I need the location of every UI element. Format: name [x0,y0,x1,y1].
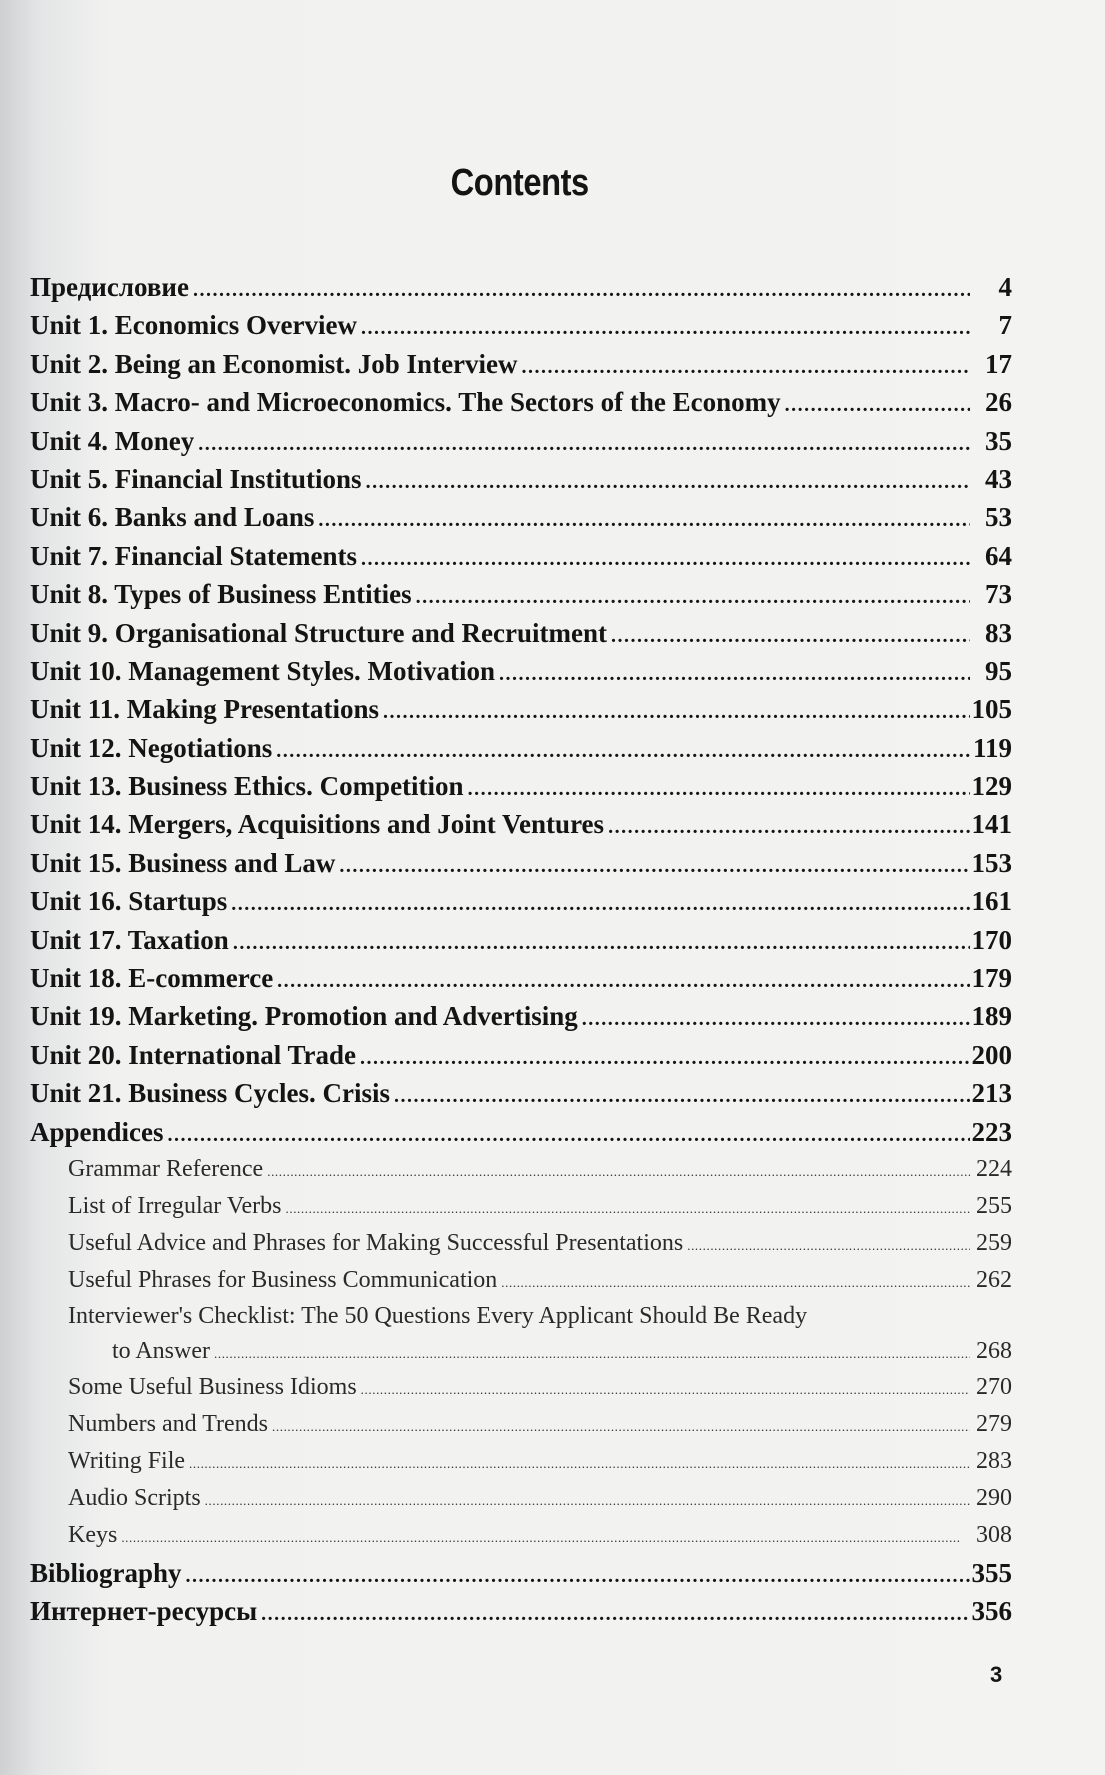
toc-subentry-presentations [30,1225,1012,1262]
toc-entry-label: Unit 20. International Trade [30,1039,357,1070]
toc-entry-page: 95 [985,655,1012,686]
toc-entry-page: 189 [971,1001,1012,1032]
toc-entry-label: Unit 1. Economics Overview [30,310,357,341]
toc-entry-label: Unit 9. Organisational Structure and Recruitment [30,617,607,648]
toc-entry-label: Unit 21. Business Cycles. Crisis [30,1078,391,1109]
toc-entry-label: Unit 8. Types of Business Entities [30,579,412,610]
toc-entry-bibliography [30,1554,1012,1592]
toc-entry-unit-17 [30,921,1012,959]
dot-leader [233,924,970,962]
toc-entry-label: Unit 3. Macro- and Microeconomics. The Sectors of the Economy [30,387,781,418]
toc-subentry-page: 224 [976,1155,1012,1182]
toc-entry-page: 17 [985,348,1012,379]
toc-entry-label: Unit 12. Negotiations [30,732,273,763]
toc-subentry-page: 279 [976,1410,1012,1437]
dot-leader [468,770,970,808]
dot-leader [261,1595,969,1633]
toc-entry-unit-4 [30,422,1012,460]
toc-subentry-page: 262 [976,1266,1012,1293]
toc-entry-unit-8 [30,575,1012,613]
toc-entry-page: 7 [998,310,1012,341]
toc-entry-page: 4 [998,272,1012,302]
dot-leader [361,309,970,347]
toc-entry-page: 26 [985,387,1012,418]
toc-entry-internet-resources [30,1592,1012,1630]
dot-leader [121,1519,970,1556]
toc-entry-unit-7 [30,537,1012,575]
toc-entry-page: 119 [972,732,1012,763]
toc-entry-label: Bibliography [30,1557,182,1588]
toc-entry-unit-13 [30,767,1012,805]
toc-entry-unit-18 [30,959,1012,997]
toc-entry-label: Unit 5. Financial Institutions [30,463,362,494]
table-of-contents [30,268,1012,1631]
toc-entry-page: 153 [971,847,1012,878]
toc-entry-unit-6 [30,498,1012,536]
toc-subentry-page: 290 [976,1484,1012,1511]
toc-subentry-label: Useful Advice and Phrases for Making Successful Presentations [68,1229,684,1256]
toc-entry-page: 141 [971,809,1012,840]
toc-subentry-label: Interviewer's Checklist: The 50 Questions Every Applicant Should Be Ready [68,1302,808,1329]
dot-leader [608,808,969,846]
toc-entry-page: 170 [971,924,1012,955]
dot-leader [361,540,970,578]
toc-entry-unit-3 [30,383,1012,421]
toc-entry-page: 53 [985,502,1012,533]
toc-subentry-business-communication [30,1262,1012,1299]
toc-subentry-numbers-trends [30,1406,1012,1443]
toc-entry-label: Unit 16. Startups [30,886,228,917]
dot-leader [394,1077,969,1115]
dot-leader [267,1153,970,1190]
toc-entry-label: Unit 10. Management Styles. Motivation [30,655,495,686]
dot-leader [276,732,970,770]
dot-leader [272,1408,970,1445]
dot-leader [286,1190,971,1227]
dot-leader [231,885,969,923]
toc-entry-unit-15 [30,844,1012,882]
toc-entry-page: 83 [985,617,1012,648]
toc-subentry-label: Some Useful Business Idioms [68,1373,357,1400]
toc-entry-label: Unit 14. Mergers, Acquisitions and Joint Ventures [30,809,605,840]
dot-leader [214,1336,970,1371]
toc-subentry-label-continued: to Answer [112,1337,210,1364]
toc-subentry-page: 268 [976,1337,1012,1364]
toc-entry-label: Unit 17. Taxation [30,924,229,955]
toc-subentry-label: Audio Scripts [68,1484,201,1511]
toc-entry-preface [30,268,1012,306]
toc-entry-label: Unit 7. Financial Statements [30,540,357,571]
toc-entry-label: Unit 19. Marketing. Promotion and Advertising [30,1001,578,1032]
toc-entry-page: 35 [985,425,1012,456]
toc-entry-label: Unit 13. Business Ethics. Competition [30,771,464,802]
toc-subentry-grammar-reference [30,1151,1012,1188]
page-number: 3 [990,1662,1003,1687]
dot-leader [205,1482,970,1519]
toc-subentry-label: Keys [68,1521,118,1548]
toc-entry-label: Unit 15. Business and Law [30,847,336,878]
toc-entry-label: Unit 6. Banks and Loans [30,502,315,533]
toc-subentry-audio-scripts [30,1480,1012,1517]
toc-subentry-page: 255 [976,1192,1012,1219]
toc-entry-label: Unit 11. Making Presentations [30,694,380,725]
toc-entry-page: 213 [971,1078,1012,1109]
toc-entry-page: 105 [971,694,1012,725]
dot-leader [501,1264,970,1301]
toc-entry-page: 64 [985,540,1012,571]
dot-leader [383,693,969,731]
dot-leader [361,1371,970,1408]
toc-entry-label: Предисловие [30,272,189,302]
page-title: Contents [450,162,589,204]
toc-subentry-page: 259 [976,1229,1012,1256]
toc-subentry-label: List of Irregular Verbs [68,1192,282,1219]
dot-leader [785,386,970,424]
toc-entry-unit-11 [30,690,1012,728]
toc-subentry-label: Useful Phrases for Business Communication [68,1266,498,1293]
toc-entry-unit-19 [30,997,1012,1035]
dot-leader [193,271,970,309]
toc-subentry-page: 283 [976,1447,1012,1474]
toc-subentry-page: 308 [976,1521,1012,1548]
toc-entry-page: 223 [971,1116,1012,1147]
toc-subentry-irregular-verbs [30,1188,1012,1225]
toc-entry-label: Unit 18. E-commerce [30,963,274,994]
toc-entry-label: Unit 2. Being an Economist. Job Interview [30,348,518,379]
toc-entry-unit-1 [30,306,1012,344]
dot-leader [687,1227,970,1264]
dot-leader [360,1039,969,1077]
toc-subentry-page: 270 [976,1373,1012,1400]
toc-entry-unit-14 [30,805,1012,843]
toc-entry-page: 179 [971,963,1012,994]
toc-entry-unit-2 [30,345,1012,383]
toc-entry-unit-20 [30,1036,1012,1074]
toc-entry-label: Appendices [30,1116,164,1147]
dot-leader [582,1000,970,1038]
toc-entry-page: 43 [985,463,1012,494]
dot-leader [198,425,970,463]
toc-entry-page: 129 [971,771,1012,802]
toc-subentry-idioms [30,1369,1012,1406]
dot-leader [277,962,969,1000]
toc-subentry-label: Writing File [68,1447,186,1474]
toc-entry-unit-5 [30,460,1012,498]
toc-subentry-label: Grammar Reference [68,1155,264,1182]
toc-subentry-keys [30,1517,1012,1554]
toc-entry-page: 161 [971,886,1012,917]
dot-leader [499,655,970,693]
dot-leader [168,1116,970,1154]
toc-entry-page: 355 [971,1557,1012,1588]
dot-leader [186,1557,970,1595]
toc-entry-page: 356 [971,1596,1012,1627]
toc-entry-page: 200 [971,1039,1012,1070]
dot-leader [416,578,970,616]
toc-subentry-label: Numbers and Trends [68,1410,269,1437]
toc-entry-unit-12 [30,729,1012,767]
toc-entry-label: Интернет-ресурсы [30,1596,258,1627]
toc-subentry-writing-file [30,1443,1012,1480]
dot-leader [522,348,970,386]
dot-leader [611,617,970,655]
dot-leader [318,501,970,539]
toc-entry-unit-9 [30,614,1012,652]
toc-entry-appendices [30,1113,1012,1151]
toc-entry-unit-10 [30,652,1012,690]
dot-leader [339,847,969,885]
dot-leader [189,1445,970,1482]
toc-entry-label: Unit 4. Money [30,425,195,456]
toc-subentry-continuation [68,1334,1012,1369]
toc-entry-unit-16 [30,882,1012,920]
toc-entry-page: 73 [985,579,1012,610]
dot-leader [366,463,970,501]
toc-subentry-interviewer-checklist [30,1299,1012,1369]
toc-entry-unit-21 [30,1074,1012,1112]
